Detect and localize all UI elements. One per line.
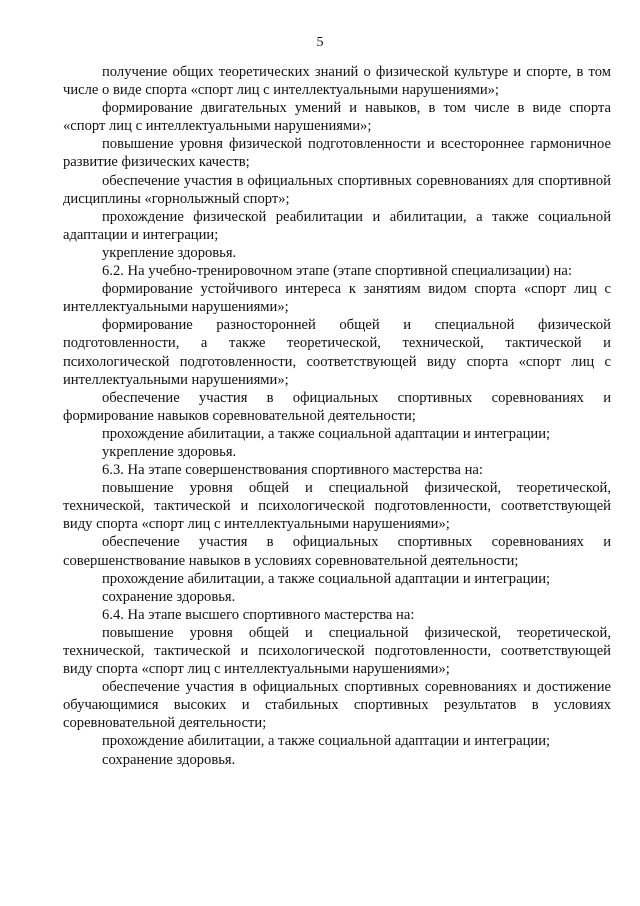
- paragraph-12: укрепление здоровья.: [102, 443, 237, 460]
- paragraph-9: формирование разносторонней общей и специальной физической подготовленности, а также теоретической, технической, тактической и психологической подготовленности, соответствующей виду спорта «спорт лиц с интеллектуальными нарушениями»;: [63, 317, 611, 388]
- paragraph-1: получение общих теоретических знаний о физической культуре и спорте, в том числе о виде спорта «спорт лиц с интеллектуальными нарушениями»;: [63, 64, 611, 99]
- paragraph-8: формирование устойчивого интереса к занятиям видом спорта «спорт лиц с интеллектуальными нарушениями»;: [63, 281, 611, 316]
- paragraph-22: сохранение здоровья.: [102, 751, 236, 768]
- paragraph-14: повышение уровня общей и специальной физической, теоретической, технической, тактической и психологической подготовленности, соответствующей виду спорта «спорт лиц с интеллектуальными нарушениями»;: [63, 480, 611, 533]
- paragraph-4: обеспечение участия в официальных спортивных соревнованиях для спортивной дисциплины «горнолыжный спорт»;: [63, 172, 611, 207]
- paragraph-21: прохождение абилитации, а также социальной адаптации и интеграции;: [102, 733, 551, 750]
- paragraph-10: обеспечение участия в официальных спортивных соревнованиях и формирование навыков соревновательной деятельности;: [63, 389, 611, 424]
- paragraph-6: укрепление здоровья.: [102, 244, 237, 261]
- section-heading-6-3: 6.3. На этапе совершенствования спортивного мастерства на:: [102, 462, 483, 479]
- paragraph-2: формирование двигательных умений и навыков, в том числе в виде спорта «спорт лиц с интеллектуальными нарушениями»;: [63, 100, 611, 135]
- paragraph-5: прохождение физической реабилитации и абилитации, а также социальной адаптации и интеграции;: [63, 208, 611, 243]
- section-heading-6-4: 6.4. На этапе высшего спортивного мастерства на:: [102, 606, 415, 623]
- paragraph-3: повышение уровня физической подготовленности и всестороннее гармоничное развитие физических качеств;: [63, 136, 611, 171]
- paragraph-19: повышение уровня общей и специальной физической, теоретической, технической, тактической и психологической подготовленности, соответствующей виду спорта «спорт лиц с интеллектуальными нарушениями»;: [63, 624, 611, 678]
- paragraph-17: сохранение здоровья.: [102, 588, 236, 605]
- paragraph-20: обеспечение участия в официальных спортивных соревнованиях и достижение обучающимися высоких и стабильных спортивных результатов в условиях соревновательной деятельности;: [63, 679, 611, 732]
- paragraph-16: прохождение абилитации, а также социальной адаптации и интеграции;: [102, 570, 551, 587]
- paragraph-15: обеспечение участия в официальных спортивных соревнованиях и совершенствование навыков в условиях соревновательной деятельности;: [63, 534, 611, 569]
- body-text: [63, 63, 611, 769]
- section-heading-6-2: 6.2. На учебно-тренировочном этапе (этапе спортивной специализации) на:: [102, 263, 572, 280]
- paragraph-11: прохождение абилитации, а также социальной адаптации и интеграции;: [102, 425, 551, 442]
- page-number: 5: [316, 35, 324, 50]
